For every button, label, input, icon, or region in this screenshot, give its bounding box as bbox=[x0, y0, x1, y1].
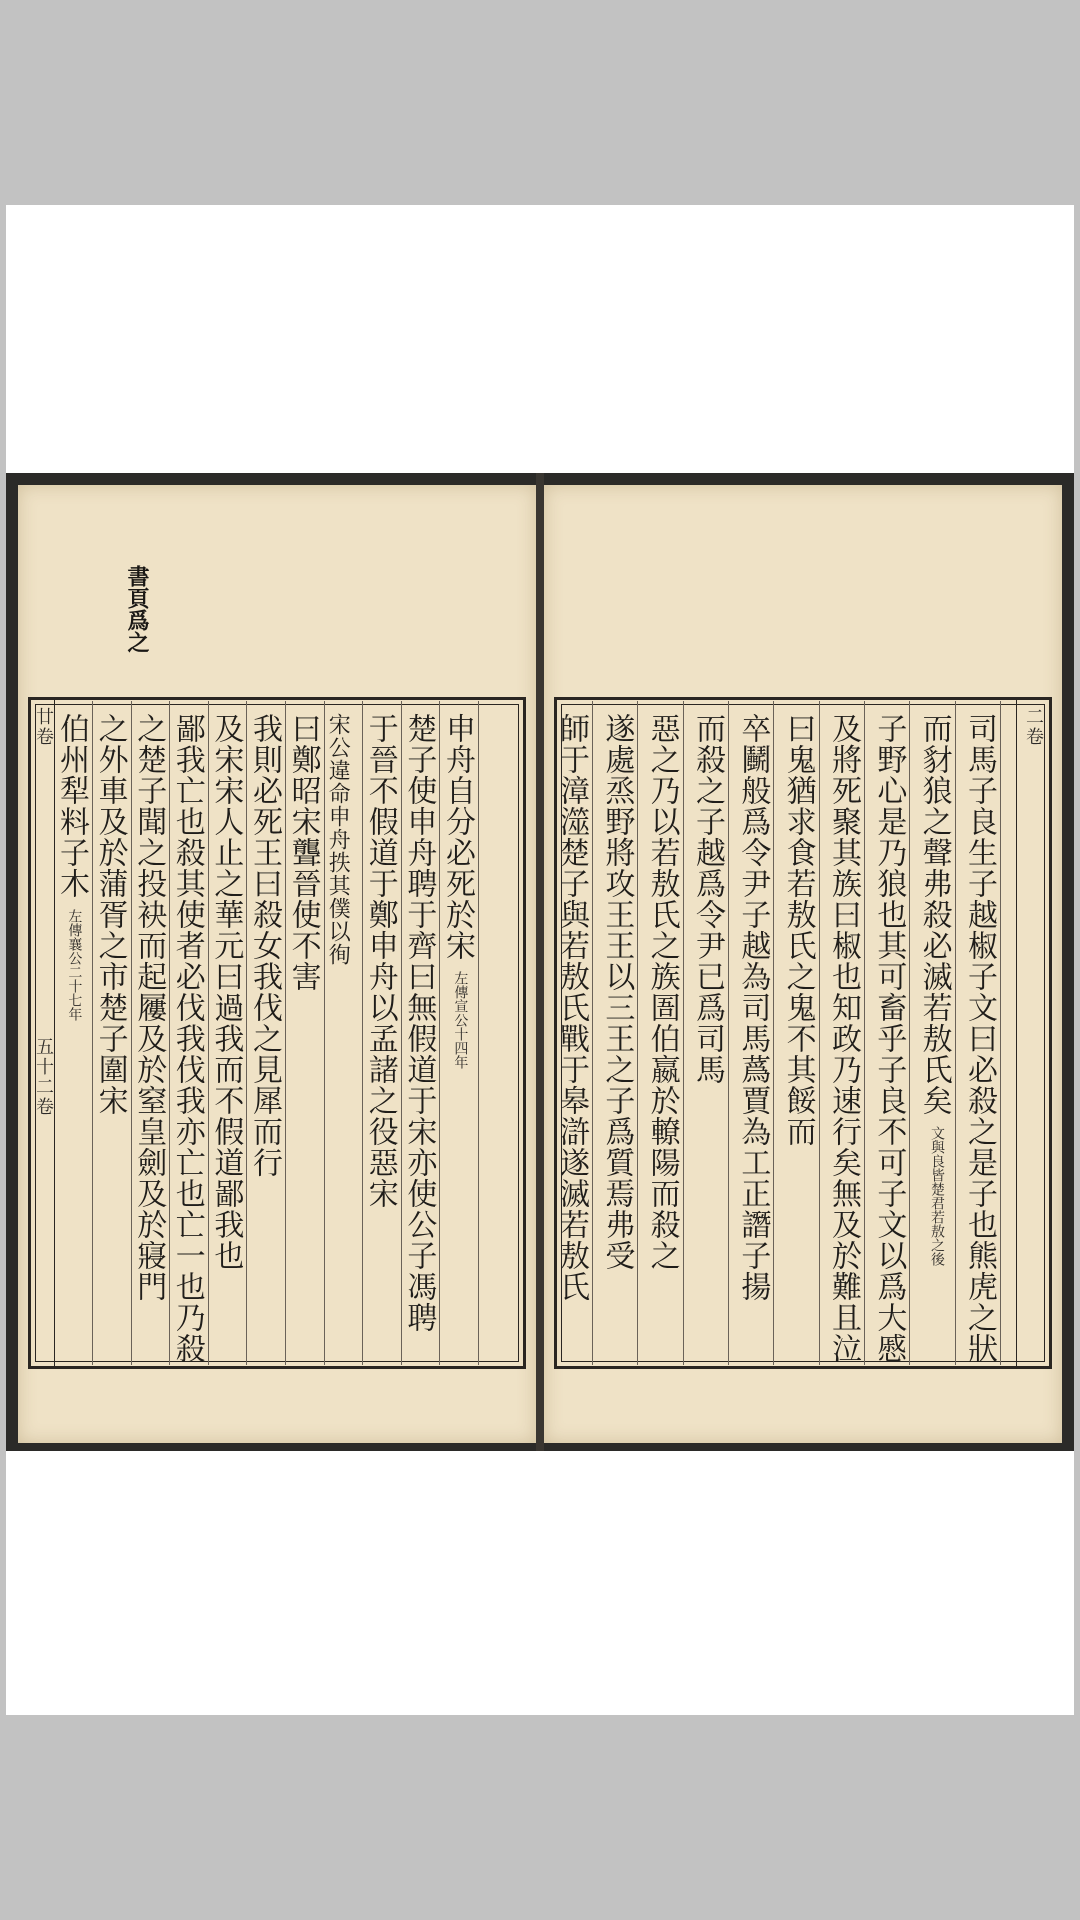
column-rule bbox=[955, 701, 956, 1365]
image-frame bbox=[6, 205, 1074, 1715]
text-column: 伯州犁料子木 bbox=[54, 713, 89, 899]
column-rule bbox=[683, 701, 684, 1365]
book-gutter bbox=[536, 473, 544, 1451]
text-column: 惡之乃以若敖氏之族圄伯嬴於轑陽而殺之 bbox=[644, 713, 680, 1271]
text-column: 申舟自分必死於宋 bbox=[440, 713, 475, 961]
text-column: 及將死聚其族曰椒也知政乃速行矣無及於難且泣 bbox=[826, 713, 861, 1364]
column-rule bbox=[169, 701, 170, 1365]
text-column: 遂處烝野將攻王王以三王之子爲質焉弗受 bbox=[599, 713, 635, 1271]
collector-seal: 書頁爲之 bbox=[124, 565, 150, 653]
column-rule bbox=[131, 701, 132, 1365]
column-rule bbox=[246, 701, 247, 1365]
column-rule bbox=[401, 701, 402, 1365]
left-margin-top: 廿卷 bbox=[33, 707, 54, 747]
column-rule bbox=[208, 701, 209, 1365]
column-rule bbox=[819, 701, 820, 1365]
text-column: 曰鄭昭宋聾晉使不害 bbox=[285, 713, 321, 992]
text-column: 及宋宋人止之華元曰過我而不假道鄙我也 bbox=[208, 713, 244, 1271]
column-rule bbox=[728, 701, 729, 1365]
column-rule bbox=[637, 701, 638, 1365]
column-rule bbox=[773, 701, 774, 1365]
text-column: 子野心是乃狼也其可畜乎子良不可子文以爲大慼 bbox=[871, 713, 907, 1364]
text-column: 曰鬼猶求食若敖氏之鬼不其餒而 bbox=[780, 713, 816, 1147]
column-rule bbox=[909, 701, 910, 1365]
text-column: 我則必死王曰殺女我伐之見犀而行 bbox=[247, 713, 282, 1178]
column-rule bbox=[592, 701, 593, 1365]
column-rule bbox=[285, 701, 286, 1365]
left-margin-column bbox=[28, 697, 55, 1369]
column-note: 左傳宣公十四年 bbox=[452, 971, 469, 1069]
text-column: 鄙我亡也殺其使者必伐我伐我亦亡也亡一也乃殺 bbox=[169, 713, 205, 1364]
column-note: 文與良皆楚君若敖之後 bbox=[929, 1126, 946, 1266]
text-column: 卒鬭般爲令尹子越為司馬蔿賈為工正譖子揚 bbox=[735, 713, 771, 1302]
right-page bbox=[544, 485, 1062, 1443]
text-column: 而殺之子越爲令尹已爲司馬 bbox=[690, 713, 725, 1085]
column-rule bbox=[362, 701, 363, 1365]
left-page bbox=[18, 485, 536, 1443]
column-rule bbox=[478, 701, 479, 1365]
column-rule bbox=[92, 701, 93, 1365]
text-column: 之外車及於蒲胥之市楚子圍宋 bbox=[92, 713, 128, 1116]
text-column: 楚子使申舟聘于齊曰無假道于宋亦使公子馮聘 bbox=[401, 713, 437, 1333]
column-rule bbox=[439, 701, 440, 1365]
text-column: 而豺狼之聲弗殺必滅若敖氏矣 bbox=[916, 713, 952, 1116]
column-rule bbox=[324, 701, 325, 1365]
text-column: 宋公違命申舟抶其僕以徇 bbox=[325, 713, 351, 966]
column-rule bbox=[1000, 701, 1001, 1365]
column-rule bbox=[864, 701, 865, 1365]
right-margin-column bbox=[1016, 697, 1043, 1369]
book-scan bbox=[6, 473, 1074, 1451]
column-note: 左傳襄公二十七年 bbox=[66, 909, 83, 1021]
left-margin-bottom: 五十二卷 bbox=[33, 1037, 54, 1117]
text-column: 之楚子聞之投袂而起屨及於窒皇劍及於寢門 bbox=[131, 713, 167, 1302]
text-column: 司馬子良生子越椒子文曰必殺之是子也熊虎之狀 bbox=[962, 713, 997, 1364]
text-column: 師于漳澨楚子與若敖氏戰于皋滸遂滅若敖氏 bbox=[554, 713, 589, 1302]
right-margin-top: 二卷 bbox=[1023, 707, 1044, 747]
text-column: 于晉不假道于鄭申舟以孟諸之役惡宋 bbox=[362, 713, 398, 1209]
